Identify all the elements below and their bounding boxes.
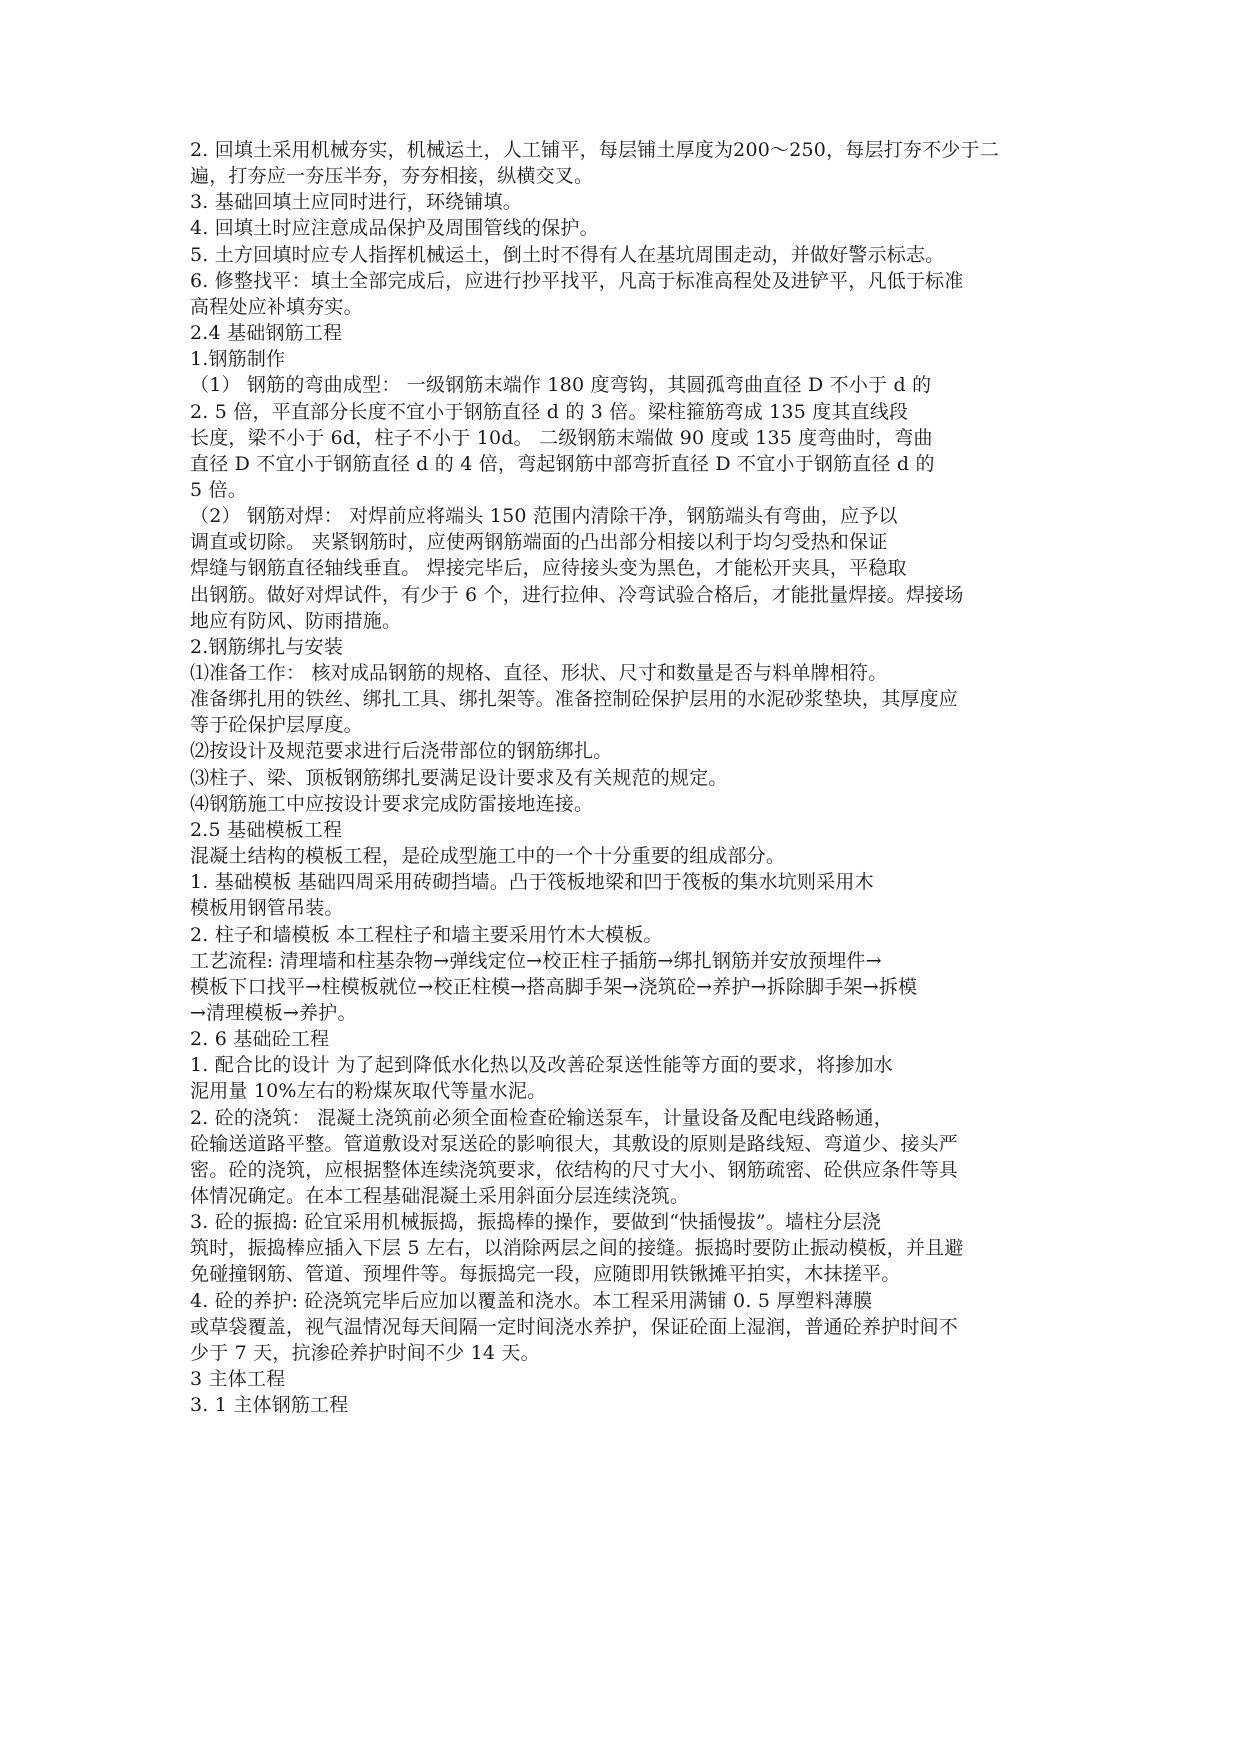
text-line: 3. 基础回填土应同时进行，环绕铺填。: [190, 191, 522, 214]
text-line: 2. 柱子和墙模板 本工程柱子和墙主要采用竹木大模板。: [190, 923, 663, 946]
text-line: 3. 砼的振捣: 砼宜采用机械振捣，振捣棒的操作，要做到“快插慢拔”。墙柱分层浇: [190, 1211, 882, 1234]
text-line: 准备绑扎用的铁丝、绑扎工具、绑扎架等。准备控制砼保护层用的水泥砂浆垫块，其厚度应: [190, 688, 959, 711]
text-line: 2.4 基础钢筋工程: [190, 322, 343, 345]
text-line: 或草袋覆盖，视气温情况每天间隔一定时间浇水养护，保证砼面上湿润，普通砼养护时间不: [190, 1315, 959, 1338]
text-line: 直径 D 不宜小于钢筋直径 d 的 4 倍，弯起钢筋中部弯折直径 D 不宜小于钢筋直径 d 的: [190, 452, 935, 475]
text-line: 筑时，振捣棒应插入下层 5 左右，以消除两层之间的接缝。振捣时要防止振动模板，并且避: [190, 1237, 964, 1260]
text-line: 4. 回填土时应注意成品保护及周围管线的保护。: [190, 217, 599, 240]
text-line: 4. 砼的养护: 砼浇筑完毕后应加以覆盖和浇水。本工程采用满铺 0. 5 厚塑料薄膜: [190, 1289, 873, 1312]
text-line: 泥用量 10%左右的粉煤灰取代等量水泥。: [190, 1080, 547, 1103]
text-line: 5. 土方回填时应专人指挥机械运土，倒土时不得有人在基坑周围走动，并做好警示标志。: [190, 243, 945, 266]
text-line: 出钢筋。做好对焊试件，有少于 6 个，进行拉伸、冷弯试验合格后，才能批量焊接。焊接场: [190, 583, 964, 606]
text-line: 免碰撞钢筋、管道、预埋件等。每振捣完一段，应随即用铁锹摊平拍实，木抹搓平。: [190, 1263, 901, 1286]
text-line: 3. 1 主体钢筋工程: [190, 1394, 349, 1417]
text-line: 地应有防风、防雨措施。: [190, 609, 402, 632]
text-line: （1） 钢筋的弯曲成型： 一级钢筋末端作 180 度弯钩，其圆孤弯曲直径 D 不小于 d 的: [190, 374, 932, 397]
text-line: 焊缝与钢筋直径轴线垂直。 焊接完毕后，应待接头变为黑色，才能松开夹具，平稳取: [190, 557, 907, 580]
text-line: 1. 基础模板 基础四周采用砖砌挡墙。凸于筏板地梁和凹于筏板的集水坑则采用木: [190, 871, 874, 894]
text-line: 6. 修整找平：填土全部完成后，应进行抄平找平，凡高于标准高程处及进铲平，凡低于标准: [190, 269, 964, 292]
text-line: 体情况确定。在本工程基础混凝土采用斜面分层连续浇筑。: [190, 1185, 690, 1207]
text-line: 1. 配合比的设计 为了起到降低水化热以及改善砼泵送性能等方面的要求，将掺加水: [190, 1054, 894, 1077]
text-line: 模板用钢管吊装。: [190, 897, 344, 920]
text-line: 遍，打夯应一夯压半夯，夯夯相接，纵横交叉。: [190, 165, 594, 188]
text-line: 调直或切除。 夹紧钢筋时，应使两钢筋端面的凸出部分相接以利于均匀受热和保证: [190, 531, 888, 554]
text-line: （2） 钢筋对焊： 对焊前应将端头 150 范围内清除干净，钢筋端头有弯曲，应予以: [190, 505, 898, 528]
text-line: →清理模板→养护。: [190, 1001, 357, 1024]
text-line: 2.钢筋绑扎与安装: [190, 635, 343, 658]
text-line: 2. 6 基础砼工程: [190, 1028, 330, 1051]
text-line: ⑵按设计及规范要求进行后浇带部位的钢筋绑扎。: [190, 740, 613, 763]
text-line: ⑴准备工作： 核对成品钢筋的规格、直径、形状、尺寸和数量是否与料单牌相符。: [190, 662, 888, 684]
text-line: 少于 7 天，抗渗砼养护时间不少 14 天。: [190, 1341, 540, 1364]
text-line: 密。砼的浇筑，应根据整体连续浇筑要求，依结构的尺寸大小、钢筋疏密、砼供应条件等具: [190, 1158, 959, 1181]
text-line: 砼输送道路平整。管道敷设对泵送砼的影响很大，其敷设的原则是路线短、弯道少、接头严: [190, 1132, 959, 1155]
text-line: 2.5 基础模板工程: [190, 818, 343, 841]
text-line: 1.钢筋制作: [190, 348, 286, 371]
text-line: ⑶柱子、梁、顶板钢筋绑扎要满足设计要求及有关规范的规定。: [190, 766, 728, 789]
text-line: 3 主体工程: [190, 1368, 286, 1391]
text-line: 混凝土结构的模板工程，是砼成型施工中的一个十分重要的组成部分。: [190, 845, 786, 868]
text-line: 5 倍。: [190, 478, 247, 501]
text-line: 长度，梁不小于 6d，柱子不小于 10d。 二级钢筋末端做 90 度或 135 度弯曲时，弯曲: [190, 426, 933, 449]
text-line: 等于砼保护层厚度。: [190, 714, 363, 737]
text-line: 模板下口找平→柱模板就位→校正柱模→搭高脚手架→浇筑砼→养护→拆除脚手架→拆模: [190, 975, 918, 998]
text-line: 2. 砼的浇筑： 混凝土浇筑前必须全面检查砼输送泵车，计量设备及配电线路畅通，: [190, 1106, 894, 1129]
text-line: ⑷钢筋施工中应按设计要求完成防雷接地连接。: [190, 792, 594, 815]
text-line: 2. 5 倍，平直部分长度不宜小于钢筋直径 d 的 3 倍。梁柱箍筋弯成 135 度其直线段: [190, 400, 909, 423]
text-line: 高程处应补填夯实。: [190, 295, 363, 318]
text-line: 2. 回填土采用机械夯实，机械运土，人工铺平，每层铺土厚度为200～250，每层打夯不少于二: [190, 139, 999, 161]
text-line: 工艺流程: 清理墙和柱基杂物→弹线定位→校正柱子插筋→绑扎钢筋并安放预埋件→: [190, 949, 882, 972]
